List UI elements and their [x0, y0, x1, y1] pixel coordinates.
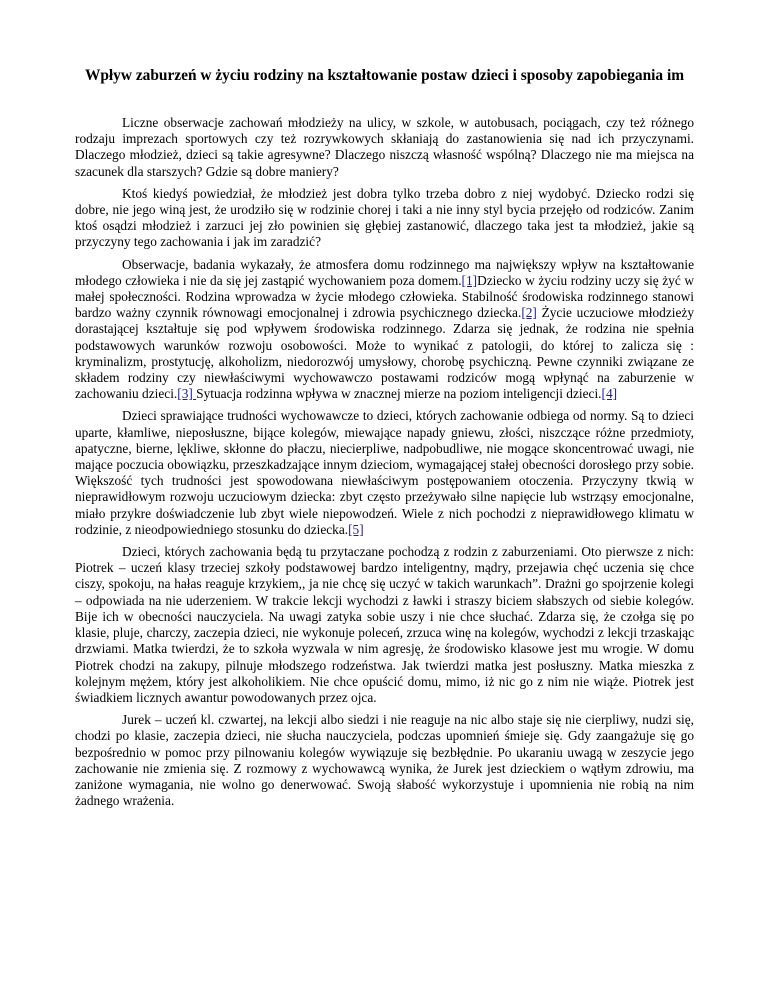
- paragraph-6: Jurek – uczeń kl. czwartej, na lekcji albo siedzi i nie reaguje na nic albo staje się nie cierpliwy, nudzi się, chodzi po klasie, zaczepia dzieci, nie słucha nauczyciela, podczas upomnień śmieje się. Gdy zaangażuje się go bezpośrednio w pomoc przy pilnowaniu kolegów wywiązuje się bezbłędnie. Po ukaraniu uwagą w zeszycie jego zachowanie nie zmienia się. Z rozmowy z wychowawcą wynika, że Jurek jest dzieckiem o wątłym zdrowiu, ma zaniżone wymagania, nie wolno go denerwować. Swoją słabość wykorzystuje i upomnienia nie robią na nim żadnego wrażenia.: [75, 712, 694, 809]
- paragraph-3-text-a: Obserwacje, badania wykazały, że atmosfera domu rodzinnego ma największy wpływ na kształtowanie młodego człowieka i nie da się jej zastąpić wychowaniem poza domem.: [75, 256, 694, 288]
- footnote-link-3[interactable]: [3]: [177, 386, 197, 402]
- paragraph-4-text: Dzieci sprawiające trudności wychowawcze to dzieci, których zachowanie odbiega od normy. Są to dzieci uparte, kłamliwe, nieposłuszne, bijące kolegów, miewające napady gniewu, złości, niszczące różne przedmioty, apatyczne, bierne, lękliwe, skłonne do płaczu, niecierpliwe, nadpobudliwe, nie mogące skoncentrować uwagi, nie mające poczucia obowiązku, przeszkadzające innym dzieciom, wymagającej stałej obecności dorosłego przy sobie. Większość tych trudności jest spowodowana niewłaściwym postępowaniem otoczenia. Przyczyny tkwią w nieprawidłowym rozwoju uczuciowym dziecka: zbyt często przeżywało silne napięcie lub wstrząsy emocjonalne, miało przykre doświadczenie lub zbyt wiele niepowodzeń. Wiele z nich pochodzi z nieprawidłowego klimatu w rodzinie, z nieodpowiedniego stosunku do dziecka.: [75, 408, 694, 537]
- document-title: Wpływ zaburzeń w życiu rodziny na kształtowanie postaw dzieci i sposoby zapobiegania im: [84, 67, 685, 84]
- footnote-link-2[interactable]: [2]: [521, 305, 537, 321]
- paragraph-3-text-b: Dziecko w życiu rodziny uczy się żyć w małej społeczności. Rodzina wprowadza w życie młodego człowieka. Stabilność środowiska rodzinnego stanowi bardzo ważny czynnik równowagi emocjonalnej i zdrowia psychicznego dziecka.: [75, 272, 694, 321]
- footnote-link-4[interactable]: [4]: [601, 386, 618, 402]
- paragraph-3-text-c: Życie uczuciowe młodzieży dorastającej kształtuje się pod wpływem środowiska rodzinnego. Zdarza się jednak, że rodzina nie spełnia podstawowych warunków rozwoju osobowości. Może to wynikać z patologii, do której to zalicza się : kryminalizm, prostytucję, alkoholizm, niedorozwój umysłowy, chorobę psychiczną. Pewne czynniki związane ze składem rodziny czy niewłaściwymi wychowawczo postawami rodziców mogą wpłynąć na zaburzenie w zachowaniu dzieci.: [75, 305, 694, 402]
- paragraph-3: [75, 257, 694, 403]
- paragraph-5: Dzieci, których zachowania będą tu przytaczane pochodzą z rodzin z zaburzeniami. Oto pierwsze z nich: Piotrek – uczeń klasy trzeciej szkoły podstawowej bardzo inteligentny, mądry, przejawia chęć uczenia się chce ciszy, spokoju, na hałas reaguje krzykiem,, ja nie chcę się uczyć w takich warunkach”. Drażni go spojrzenie kolegi – odpowiada na nie uderzeniem. W trakcie lekcji wychodzi z ławki i straszy biciem słabszych od siebie kolegów. Bije ich w obecności nauczyciela. Na uwagi zatyka sobie uszy i nie chce słuchać. Zdarza się, że czołga się po klasie, pluje, charczy, zaczepia dzieci, nie wykonuje poleceń, zrzuca winę na kolegów, wychodzi z lekcji trzaskając drzwiami. Matka twierdzi, że to szkoła wyzwala w nim agresję, że środowisko klasowe jest mu wrogie. W domu Piotrek chodzi na zakupy, pilnuje młodszego rodzeństwa. Jak twierdzi matka jest posłuszny. Matka mieszka z kolejnym mężem, który jest alkoholikiem. Nie chce opuścić domu, mimo, iż nic go z nim nie wiąże. Piotrek jest świadkiem licznych awantur powodowanych przez ojca.: [75, 544, 694, 705]
- paragraph-2: Ktoś kiedyś powiedział, że młodzież jest dobra tylko trzeba dobro z niej wydobyć. Dziecko rodzi się dobre, nie jego winą jest, że urodziło się w rodzinie chorej i taki a nie inny styl bycia przejęło od rodziców. Zanim ktoś osądzi młodzież i zarzuci jej zło powinien się głębiej zastanowić, dlaczego taka jest ta młodzież, jakie są przyczyny tego zachowania i jak im zaradzić?: [75, 185, 694, 250]
- paragraph-3-text-d: Sytuacja rodzinna wpływa w znacznej mierze na poziom inteligencji dzieci.: [196, 386, 602, 402]
- paragraph-4: [75, 408, 694, 538]
- footnote-link-1[interactable]: [1]: [461, 272, 478, 288]
- footnote-link-5[interactable]: [5]: [348, 521, 364, 537]
- paragraph-1: Liczne obserwacje zachowań młodzieży na ulicy, w szkole, w autobusach, pociągach, czy też różnego rodzaju imprezach sportowych czy też rozrywkowych skłaniają do zastanowienia się nad ich przyczynami. Dlaczego młodzież, dzieci są takie agresywne? Dlaczego niszczą własność wspólną? Dlaczego nie ma miejsca na szacunek dla starszych? Gdzie są dobre maniery?: [75, 115, 694, 179]
